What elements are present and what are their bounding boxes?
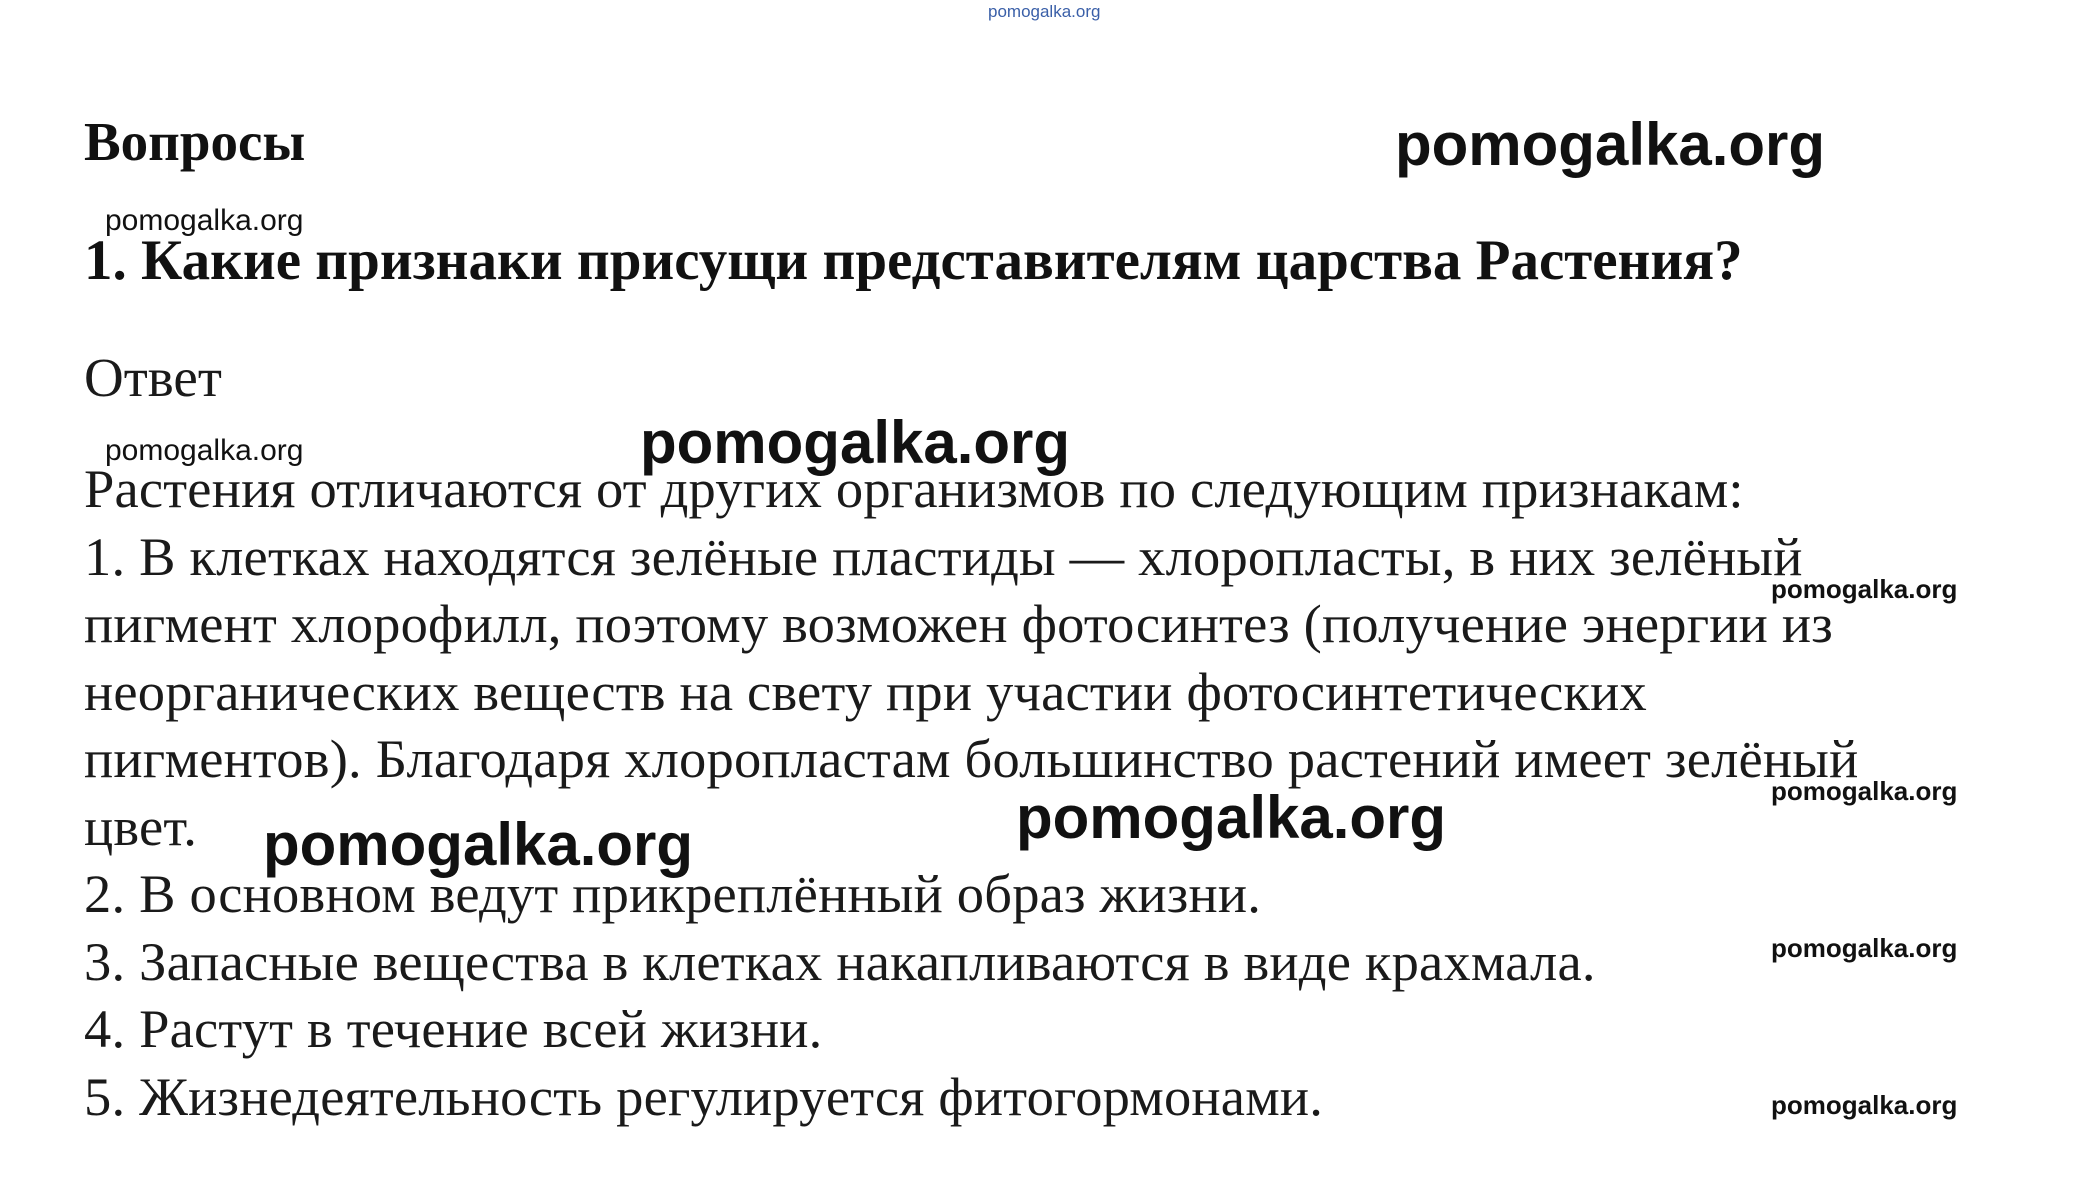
top-watermark: pomogalka.org <box>988 2 1101 21</box>
watermark-large-3: pomogalka.org <box>263 811 694 878</box>
section-title: Вопросы <box>84 111 306 172</box>
watermark-small-2: pomogalka.org <box>105 434 304 467</box>
watermark-right-1: pomogalka.org <box>1771 574 1958 604</box>
watermark-right-4: pomogalka.org <box>1771 1090 1958 1120</box>
answer-line: пигмент хлорофилл, поэтому возможен фотосинтез (получение энергии из <box>84 593 1833 654</box>
question-text: 1. Какие признаки присущи представителям царства Растения? <box>84 229 1743 292</box>
answer-label: Ответ <box>84 347 222 408</box>
answer-line: 1. В клетках находятся зелёные пластиды — хлоропласты, в них зелёный <box>84 526 1803 587</box>
answer-line: 3. Запасные вещества в клетках накапливаются в виде крахмала. <box>84 931 1596 992</box>
watermark-large-4: pomogalka.org <box>1016 784 1447 851</box>
watermark-large-2: pomogalka.org <box>640 409 1071 476</box>
answer-line: 4. Растут в течение всей жизни. <box>84 998 823 1059</box>
answer-line: неорганических веществ на свету при участии фотосинтетических <box>84 661 1647 722</box>
answer-line: пигментов). Благодаря хлоропластам большинство растений имеет зелёный <box>84 728 1859 789</box>
answer-line: 2. В основном ведут прикреплённый образ жизни. <box>84 863 1262 924</box>
watermark-right-2: pomogalka.org <box>1771 776 1958 806</box>
answer-line: 5. Жизнедеятельность регулируется фитогормонами. <box>84 1066 1324 1127</box>
watermark-small-1: pomogalka.org <box>105 204 304 237</box>
watermark-right-3: pomogalka.org <box>1771 933 1958 963</box>
answer-line: Растения отличаются от других организмов по следующим признакам: <box>84 458 1744 519</box>
watermark-large-1: pomogalka.org <box>1395 111 1826 178</box>
answer-line: цвет. <box>84 796 198 857</box>
